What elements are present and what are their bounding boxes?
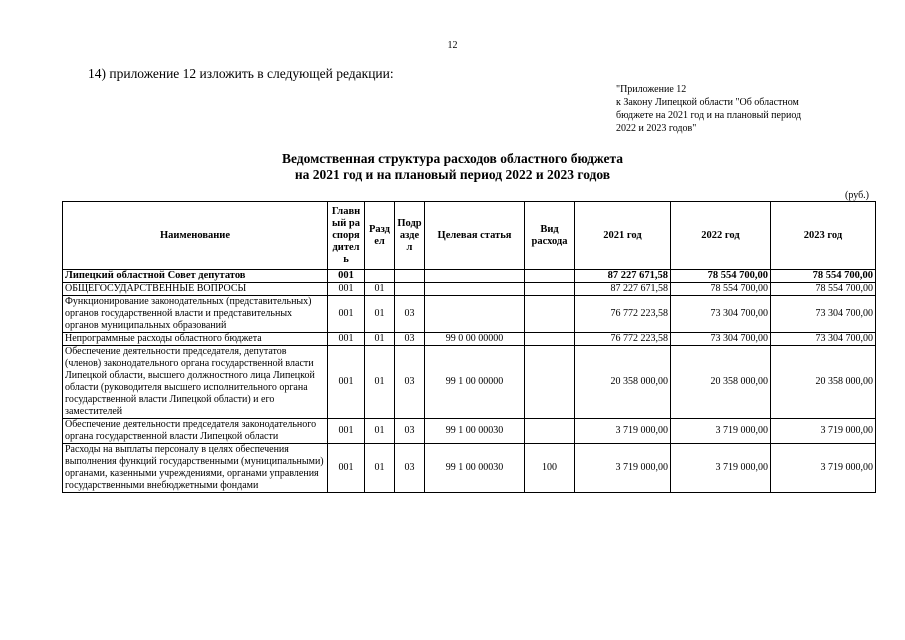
header-2021: 2021 год xyxy=(575,202,671,270)
header-subsection-label: Подраздел xyxy=(397,217,422,253)
cell-2023: 78 554 700,00 xyxy=(771,283,876,296)
cell-type xyxy=(525,346,575,419)
cell-chief: 001 xyxy=(328,296,365,333)
cell-section: 01 xyxy=(365,283,395,296)
cell-2023: 73 304 700,00 xyxy=(771,296,876,333)
header-2022: 2022 год xyxy=(671,202,771,270)
header-chief-label: Главный распорядитель xyxy=(331,205,361,265)
header-target: Целевая статья xyxy=(425,202,525,270)
cell-2022: 78 554 700,00 xyxy=(671,270,771,283)
table-row xyxy=(63,283,876,296)
cell-target xyxy=(425,296,525,333)
cell-chief: 001 xyxy=(328,444,365,493)
table-row xyxy=(63,296,876,333)
cell-2022: 78 554 700,00 xyxy=(671,283,771,296)
cell-target: 99 0 00 00000 xyxy=(425,333,525,346)
header-chief xyxy=(328,202,365,270)
cell-subsection: 03 xyxy=(395,419,425,444)
cell-section: 01 xyxy=(365,296,395,333)
cell-name: ОБЩЕГОСУДАРСТВЕННЫЕ ВОПРОСЫ xyxy=(63,283,328,296)
cell-name: Обеспечение деятельности председателя законодательного органа государственной власти Липецкой области xyxy=(63,419,328,444)
cell-2021: 20 358 000,00 xyxy=(575,346,671,419)
cell-2023: 3 719 000,00 xyxy=(771,419,876,444)
cell-2022: 73 304 700,00 xyxy=(671,296,771,333)
table-row xyxy=(63,346,876,419)
header-2023: 2023 год xyxy=(771,202,876,270)
cell-2022: 3 719 000,00 xyxy=(671,444,771,493)
table-row xyxy=(63,444,876,493)
header-section xyxy=(365,202,395,270)
cell-name: Обеспечение деятельности председателя, депутатов (членов) законодательного органа государственной власти Липецкой области, высшего должностного лица Липецкой области (руководителя высшего исполнительного органа государственной власти Липецкой области) и его заместителей xyxy=(63,346,328,419)
cell-target: 99 1 00 00030 xyxy=(425,419,525,444)
header-name: Наименование xyxy=(63,202,328,270)
cell-section: 01 xyxy=(365,419,395,444)
document-title xyxy=(0,151,905,183)
header-subsection xyxy=(395,202,425,270)
cell-chief: 001 xyxy=(328,419,365,444)
table-row xyxy=(63,333,876,346)
budget-table xyxy=(62,201,876,493)
cell-2021: 3 719 000,00 xyxy=(575,444,671,493)
cell-target xyxy=(425,283,525,296)
units-label: (руб.) xyxy=(845,190,869,201)
cell-2021: 87 227 671,58 xyxy=(575,270,671,283)
header-section-label: Раздел xyxy=(368,223,390,247)
cell-2022: 73 304 700,00 xyxy=(671,333,771,346)
cell-name: Расходы на выплаты персоналу в целях обеспечения выполнения функций государственными (муниципальными) органами, казенными учреждениями, органами управления государственными внебюджетными фондами xyxy=(63,444,328,493)
cell-chief: 001 xyxy=(328,270,365,283)
cell-chief: 001 xyxy=(328,346,365,419)
cell-subsection xyxy=(395,283,425,296)
cell-section: 01 xyxy=(365,346,395,419)
cell-subsection: 03 xyxy=(395,444,425,493)
cell-chief: 001 xyxy=(328,333,365,346)
cell-2021: 76 772 223,58 xyxy=(575,333,671,346)
table-row xyxy=(63,419,876,444)
cell-subsection xyxy=(395,270,425,283)
cell-2022: 20 358 000,00 xyxy=(671,346,771,419)
cell-subsection: 03 xyxy=(395,346,425,419)
table-header-row xyxy=(63,202,876,270)
cell-2023: 20 358 000,00 xyxy=(771,346,876,419)
intro-text: 14) приложение 12 изложить в следующей редакции: xyxy=(88,66,394,81)
cell-target: 99 1 00 00030 xyxy=(425,444,525,493)
cell-type: 100 xyxy=(525,444,575,493)
cell-subsection: 03 xyxy=(395,333,425,346)
cell-2021: 76 772 223,58 xyxy=(575,296,671,333)
header-type: Вид расхода xyxy=(525,202,575,270)
table-row xyxy=(63,270,876,283)
cell-2023: 3 719 000,00 xyxy=(771,444,876,493)
document-title-line: Ведомственная структура расходов областного бюджета xyxy=(281,151,624,166)
cell-type xyxy=(525,419,575,444)
cell-target xyxy=(425,270,525,283)
cell-section: 01 xyxy=(365,444,395,493)
appendix-note-line: 2022 и 2023 годов" xyxy=(616,123,697,134)
cell-2023: 73 304 700,00 xyxy=(771,333,876,346)
appendix-note-line: к Закону Липецкой области "Об областном xyxy=(616,97,799,108)
cell-subsection: 03 xyxy=(395,296,425,333)
appendix-note-line: "Приложение 12 xyxy=(616,84,687,95)
cell-target: 99 1 00 00000 xyxy=(425,346,525,419)
cell-chief: 001 xyxy=(328,283,365,296)
appendix-note xyxy=(616,83,856,135)
cell-2023: 78 554 700,00 xyxy=(771,270,876,283)
cell-name: Функционирование законодательных (представительных) органов государственной власти и представительных органов муниципальных образований xyxy=(63,296,328,333)
cell-2021: 87 227 671,58 xyxy=(575,283,671,296)
cell-type xyxy=(525,270,575,283)
cell-name: Непрограммные расходы областного бюджета xyxy=(63,333,328,346)
cell-2021: 3 719 000,00 xyxy=(575,419,671,444)
cell-name: Липецкий областной Совет депутатов xyxy=(63,270,328,283)
cell-type xyxy=(525,283,575,296)
cell-type xyxy=(525,333,575,346)
cell-section: 01 xyxy=(365,333,395,346)
document-title-line: на 2021 год и на плановый период 2022 и 2023 годов xyxy=(294,167,611,182)
cell-type xyxy=(525,296,575,333)
cell-2022: 3 719 000,00 xyxy=(671,419,771,444)
cell-section xyxy=(365,270,395,283)
page-number: 12 xyxy=(447,40,458,51)
appendix-note-line: бюджете на 2021 год и на плановый период xyxy=(616,110,802,121)
